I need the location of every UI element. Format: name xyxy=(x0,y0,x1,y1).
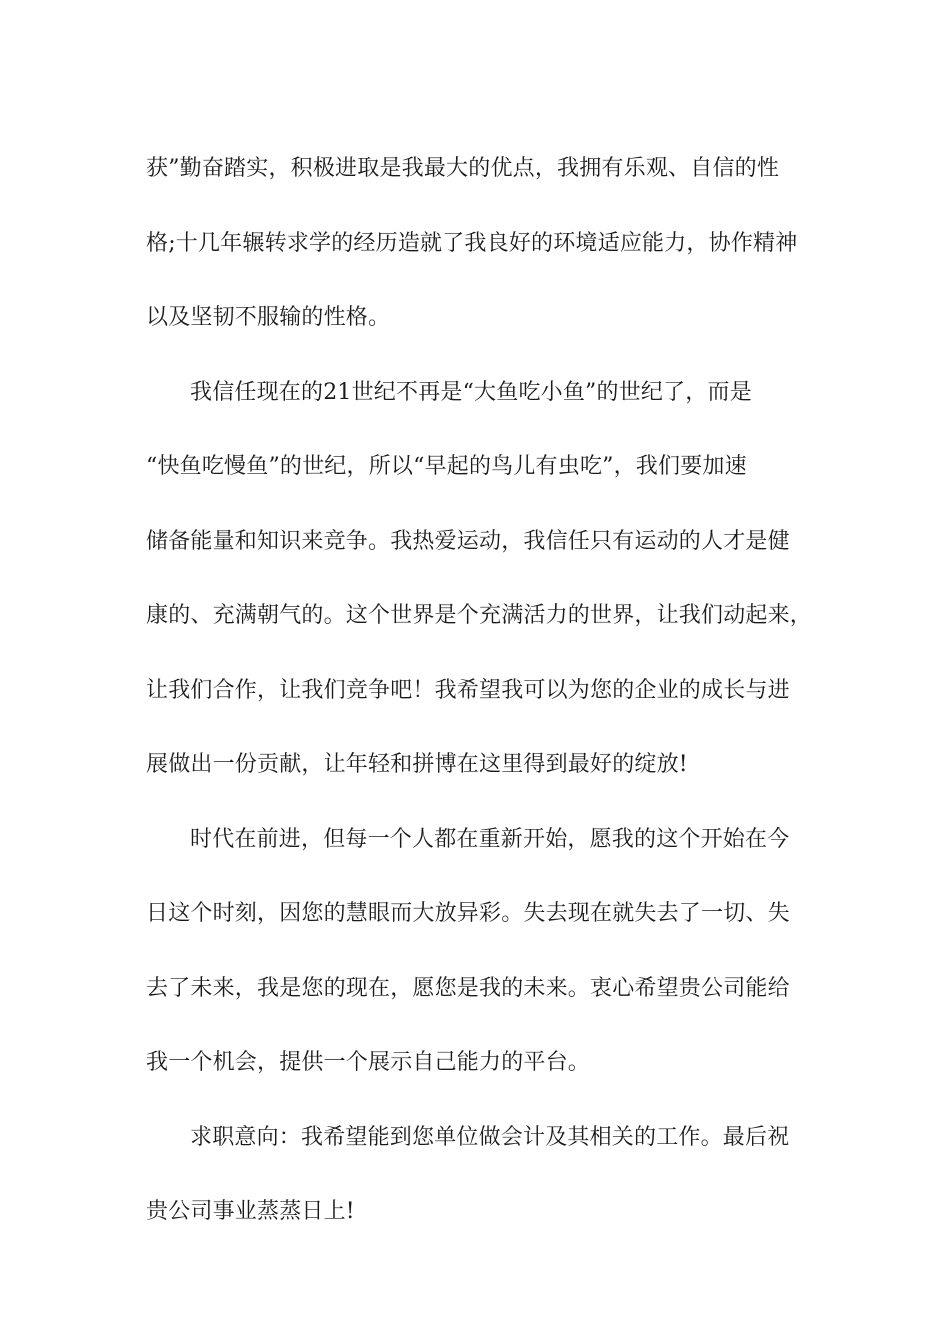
text-line: 我一个机会，提供一个展示自己能力的平台。 xyxy=(146,1050,591,1075)
paragraph-2 xyxy=(146,356,811,803)
text-line: 以及坚韧不服输的性格。 xyxy=(146,305,391,330)
text-line: 储备能量和知识来竞争。我热爱运动，我信任只有运动的人才是健 xyxy=(146,528,790,554)
paragraph-3 xyxy=(146,803,811,1101)
text-line: 我信任现在的21世纪不再是“大鱼吃小鱼”的世纪了，而是 xyxy=(190,379,752,405)
text-line: 日这个时刻，因您的慧眼而大放异彩。失去现在就失去了一切、失 xyxy=(146,901,790,926)
paragraph-1 xyxy=(146,132,811,356)
document-body xyxy=(146,132,811,1250)
text-line: 康的、充满朝气的。这个世界是个充满活力的世界，让我们动起来， xyxy=(146,603,813,628)
text-line: 获”勤奋踏实，积极进取是我最大的优点，我拥有乐观、自信的性 xyxy=(146,156,780,181)
paragraph-4 xyxy=(146,1101,811,1250)
text-line: “快鱼吃慢鱼”的世纪，所以“早起的鸟儿有虫吃”，我们要加速 xyxy=(146,454,747,479)
text-line: 时代在前进，但每一个人都在重新开始，愿我的这个开始在今 xyxy=(190,826,790,852)
text-line: 去了未来，我是您的现在，愿您是我的未来。衷心希望贵公司能给 xyxy=(146,975,790,1001)
text-line: 贵公司事业蒸蒸日上! xyxy=(146,1199,355,1224)
text-line: 求职意向：我希望能到您单位做会计及其相关的工作。最后祝 xyxy=(190,1124,790,1150)
text-line: 展做出一份贡献，让年轻和拼博在这里得到最好的绽放! xyxy=(146,752,688,777)
text-line: 让我们合作，让我们竞争吧！我希望我可以为您的企业的成长与进 xyxy=(146,677,790,703)
text-line: 格;十几年辗转求学的经历造就了我良好的环境适应能力，协作精神 xyxy=(146,230,798,256)
